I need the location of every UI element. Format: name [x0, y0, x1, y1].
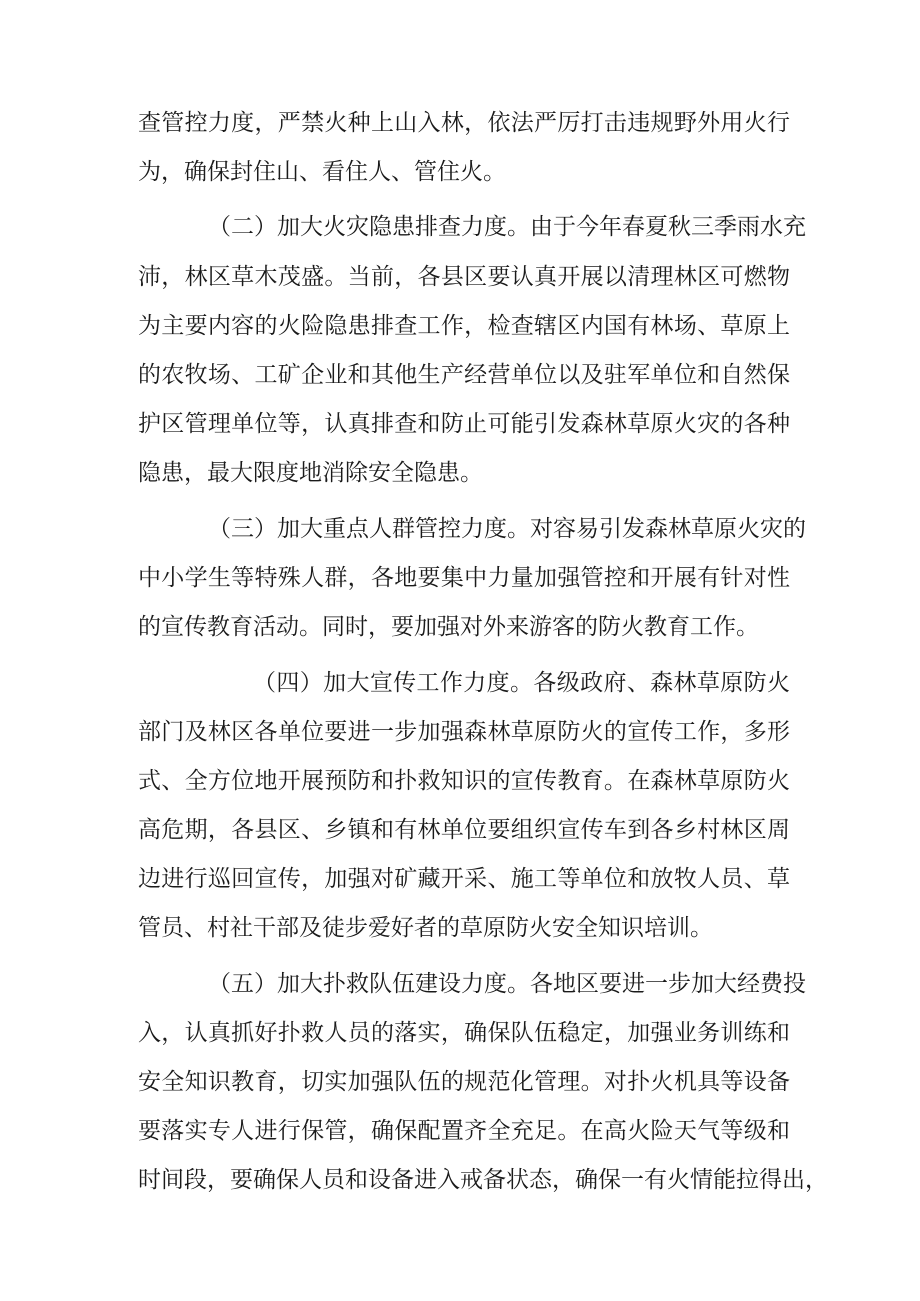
paragraph-line: （四）加大宣传工作力度。各级政府、森林草原防火	[253, 670, 790, 696]
paragraph-line: 部门及林区各单位要进一步加强森林草原防火的宣传工作，多形	[138, 719, 790, 745]
paragraph-line: 中小学生等特殊人群，各地要集中力量加强管控和开展有针对性	[138, 565, 790, 591]
paragraph-line: 时间段，要确保人员和设备进入戒备状态，确保一有火情能拉得出，	[138, 1167, 828, 1193]
paragraph-line: 的农牧场、工矿企业和其他生产经营单位以及驻军单位和自然保	[138, 362, 790, 388]
paragraph-line: 查管控力度，严禁火种上山入林，依法严厉打击违规野外用火行	[138, 110, 790, 136]
paragraph-line: 管员、村社干部及徒步爱好者的草原防火安全知识培训。	[138, 915, 713, 941]
paragraph-line: 边进行巡回宣传，加强对矿藏开采、施工等单位和放牧人员、草	[138, 866, 790, 892]
paragraph-line: （三）加大重点人群管控力度。对容易引发森林草原火灾的	[208, 516, 806, 542]
paragraph-line: （二）加大火灾隐患排查力度。由于今年春夏秋三季雨水充	[208, 214, 806, 240]
paragraph-line: 入，认真抓好扑救人员的落实，确保队伍稳定，加强业务训练和	[138, 1020, 790, 1046]
paragraph-line: （五）加大扑救队伍建设力度。各地区要进一步加大经费投	[208, 971, 806, 997]
paragraph-line: 隐患，最大限度地消除安全隐患。	[138, 460, 483, 486]
paragraph-line: 为，确保封住山、看住人、管住火。	[138, 159, 506, 185]
paragraph-line: 为主要内容的火险隐患排查工作，检查辖区内国有林场、草原上	[138, 313, 790, 339]
paragraph-line: 高危期，各县区、乡镇和有林单位要组织宣传车到各乡村林区周	[138, 817, 790, 843]
paragraph-line: 式、全方位地开展预防和扑救知识的宣传教育。在森林草原防火	[138, 768, 790, 794]
paragraph-line: 的宣传教育活动。同时，要加强对外来游客的防火教育工作。	[138, 614, 759, 640]
paragraph-line: 要落实专人进行保管，确保配置齐全充足。在高火险天气等级和	[138, 1118, 790, 1144]
paragraph-line: 沛，林区草木茂盛。当前，各县区要认真开展以清理林区可燃物	[138, 264, 790, 290]
paragraph-line: 安全知识教育，切实加强队伍的规范化管理。对扑火机具等设备	[138, 1069, 790, 1095]
paragraph-line: 护区管理单位等，认真排查和防止可能引发森林草原火灾的各种	[138, 411, 790, 437]
